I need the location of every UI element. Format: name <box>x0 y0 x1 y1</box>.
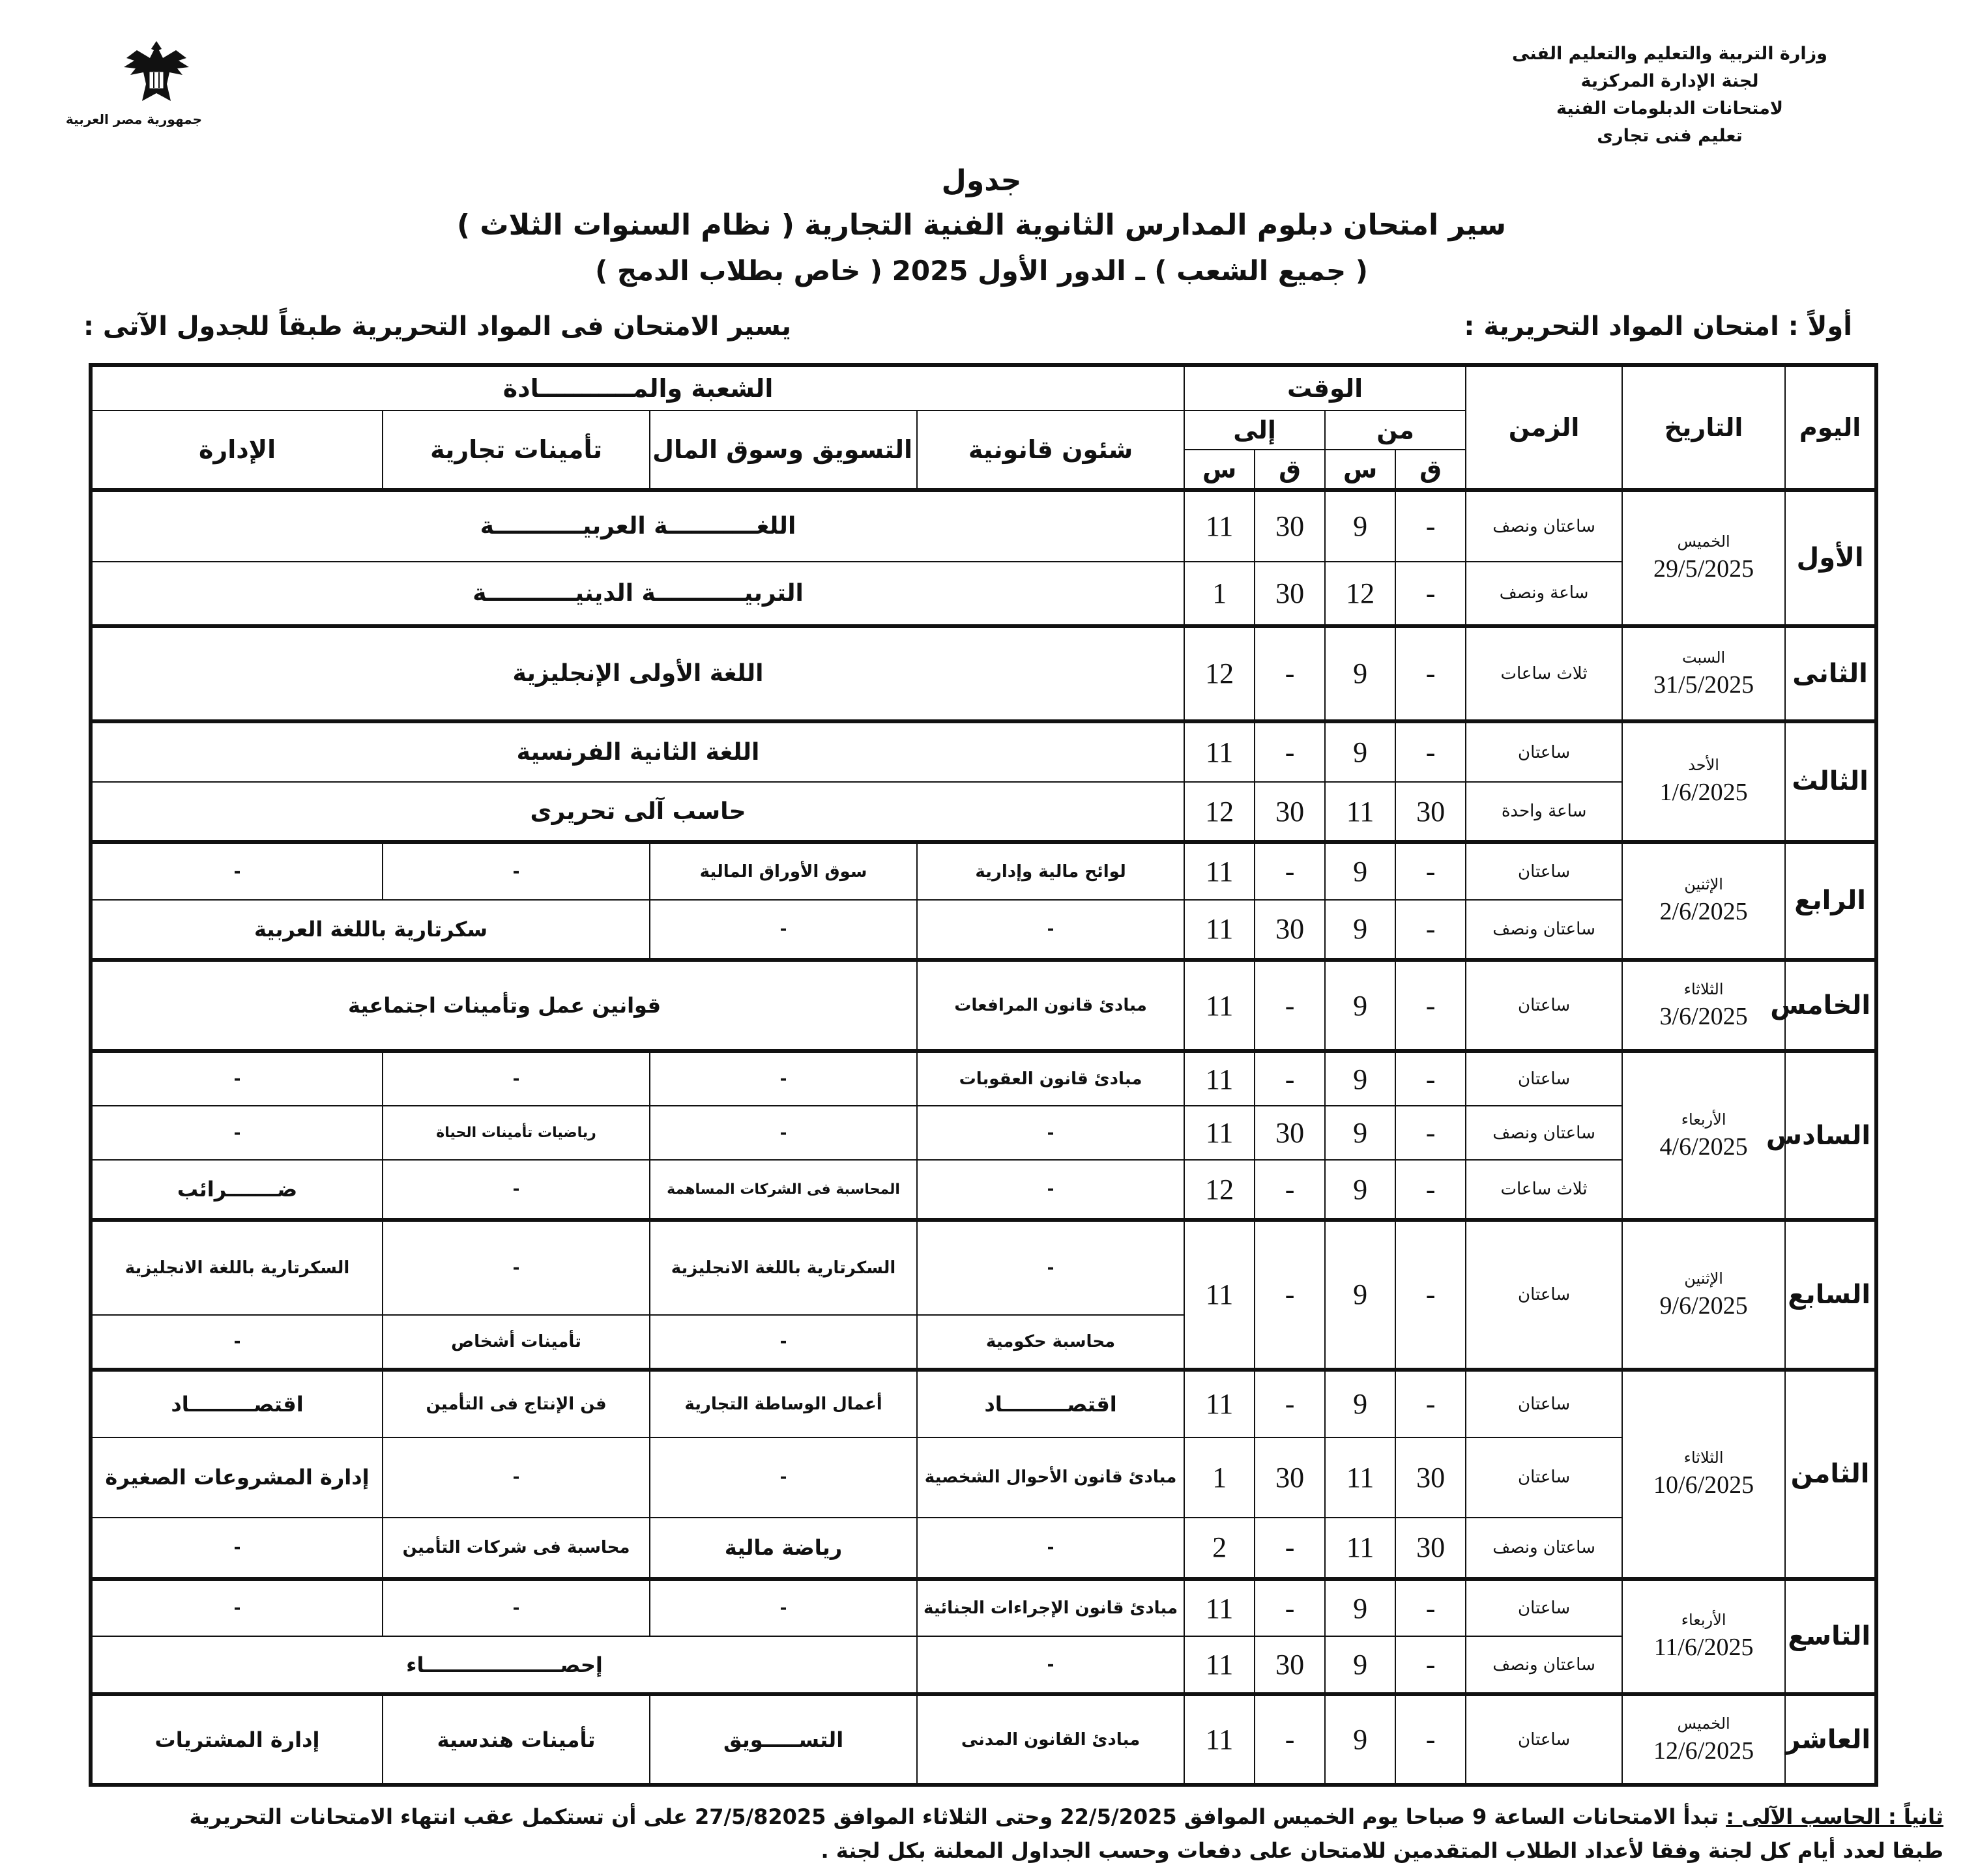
subject-marketing: المحاسبة فى الشركات المساهمة <box>650 1160 917 1220</box>
weekday: الإثنين <box>1684 875 1723 894</box>
subject-legal: مبادئ قانون الأحوال الشخصية <box>917 1437 1184 1518</box>
to-hours: 12 <box>1184 782 1255 842</box>
weekday: الأحد <box>1688 756 1719 775</box>
date: 12/6/2025 <box>1653 1737 1754 1765</box>
from-minutes: - <box>1395 960 1466 1052</box>
subject-legal: محاسبة حكومية <box>917 1315 1184 1369</box>
date: 9/6/2025 <box>1659 1292 1748 1320</box>
subject-marketing: - <box>650 1051 917 1105</box>
eagle-emblem-icon <box>117 36 196 108</box>
day-date-cell <box>1622 1370 1785 1579</box>
subject-marketing: التســـــويق <box>650 1694 917 1785</box>
from-hours: 9 <box>1325 1220 1395 1369</box>
to-minutes: - <box>1255 1579 1325 1637</box>
table-row <box>91 1160 1876 1220</box>
subject-marketing: سوق الأوراق المالية <box>650 842 917 900</box>
header-marketing: التسويق وسوق المال <box>650 411 917 490</box>
subject-legal: اقتصـــــــــاد <box>917 1370 1184 1437</box>
from-minutes: - <box>1395 842 1466 900</box>
to-hours: 11 <box>1184 960 1255 1052</box>
to-minutes: 30 <box>1255 1106 1325 1160</box>
subject-marketing: - <box>650 1437 917 1518</box>
subject-admin: إدارة المشروعات الصغيرة <box>91 1437 383 1518</box>
to-hours: 11 <box>1184 1051 1255 1105</box>
to-minutes: - <box>1255 1370 1325 1437</box>
day-date-cell <box>1622 1220 1785 1369</box>
table-row <box>91 1220 1876 1315</box>
subject-admin: اقتصـــــــــاد <box>91 1370 383 1437</box>
subject-admin: - <box>91 842 383 900</box>
to-hours: 11 <box>1184 1220 1255 1369</box>
duration: ساعتان ونصف <box>1466 1636 1622 1694</box>
from-hours: 12 <box>1325 562 1395 626</box>
to-minutes: 30 <box>1255 900 1325 960</box>
subject-legal: مبادئ قانون العقوبات <box>917 1051 1184 1105</box>
subject-all: حاسب آلى تحريرى <box>91 782 1184 842</box>
subject-all: اللغـــــــــــة العربيـــــــــــة <box>91 490 1184 562</box>
date: 2/6/2025 <box>1659 898 1748 926</box>
to-hours: 11 <box>1184 1636 1255 1694</box>
to-hours: 1 <box>1184 562 1255 626</box>
title-line-3: ( جميع الشعب ) ـ الدور الأول 2025 ( خاص بطلاب الدمج ) <box>595 255 1368 287</box>
subject-insurance: - <box>383 1220 650 1315</box>
subject-legal: مبادئ القانون المدنى <box>917 1694 1184 1785</box>
to-minutes: 30 <box>1255 782 1325 842</box>
from-hours: 9 <box>1325 900 1395 960</box>
subject-insurance: - <box>383 1051 650 1105</box>
from-minutes: - <box>1395 562 1466 626</box>
duration: ساعتان <box>1466 721 1622 783</box>
to-minutes: 30 <box>1255 1437 1325 1518</box>
subject-admin: - <box>91 1315 383 1369</box>
to-hours: 11 <box>1184 842 1255 900</box>
header-from-minutes: ق <box>1395 450 1466 490</box>
date: 4/6/2025 <box>1659 1133 1748 1161</box>
subject-insurance: فن الإنتاج فى التأمين <box>383 1370 650 1437</box>
weekday: الخميس <box>1677 1714 1730 1733</box>
duration: ساعتان <box>1466 842 1622 900</box>
weekday: الثلاثاء <box>1683 1449 1724 1467</box>
subject-others: قوانين عمل وتأمينات اجتماعية <box>91 960 917 1052</box>
day-date-cell <box>1622 960 1785 1052</box>
duration: ساعتان ونصف <box>1466 1518 1622 1579</box>
weekday: السبت <box>1681 648 1726 667</box>
duration: ساعة واحدة <box>1466 782 1622 842</box>
header-duration: الزمن <box>1466 365 1622 490</box>
table-row <box>91 900 1876 960</box>
to-hours: 2 <box>1184 1518 1255 1579</box>
table-row <box>91 1106 1876 1160</box>
day-name: التاسع <box>1785 1579 1876 1694</box>
day-date-cell <box>1622 626 1785 721</box>
day-date-cell <box>1622 842 1785 959</box>
date: 3/6/2025 <box>1659 1003 1748 1031</box>
to-minutes: - <box>1255 842 1325 900</box>
subject-all: التربيـــــــــــة الدينيـــــــــــة <box>91 562 1184 626</box>
footer-label: ثانياً : الحاسب الآلى : <box>1726 1804 1943 1829</box>
table-row <box>91 1518 1876 1579</box>
to-hours: 11 <box>1184 900 1255 960</box>
from-hours: 11 <box>1325 1437 1395 1518</box>
header-time: الوقت <box>1184 365 1466 411</box>
from-hours: 9 <box>1325 842 1395 900</box>
subject-marketing: - <box>650 1315 917 1369</box>
day-name: الرابع <box>1785 842 1876 959</box>
date: 1/6/2025 <box>1659 779 1748 807</box>
subject-marketing: رياضة مالية <box>650 1518 917 1579</box>
from-hours: 9 <box>1325 490 1395 562</box>
from-minutes: 30 <box>1395 782 1466 842</box>
to-minutes: - <box>1255 721 1325 783</box>
table-row <box>91 1579 1876 1637</box>
from-minutes: 30 <box>1395 1437 1466 1518</box>
from-minutes: - <box>1395 626 1466 721</box>
to-minutes: - <box>1255 960 1325 1052</box>
to-minutes: - <box>1255 1160 1325 1220</box>
to-minutes: - <box>1255 1220 1325 1369</box>
from-hours: 9 <box>1325 1370 1395 1437</box>
day-date-cell <box>1622 1579 1785 1694</box>
subject-admin: - <box>91 1518 383 1579</box>
header-division-subject: الشعبة والمـــــــــــادة <box>91 365 1184 411</box>
day-name: الثانى <box>1785 626 1876 721</box>
header-to: إلى <box>1184 411 1325 450</box>
subject-admin: إدارة المشتريات <box>91 1694 383 1785</box>
table-row <box>91 842 1876 900</box>
to-hours: 11 <box>1184 1370 1255 1437</box>
header-insurance: تأمينات تجارية <box>383 411 650 490</box>
subject-insurance: - <box>383 842 650 900</box>
from-hours: 9 <box>1325 1160 1395 1220</box>
header-from-hours: س <box>1325 450 1395 490</box>
from-hours: 9 <box>1325 626 1395 721</box>
day-name: الخامس <box>1785 960 1876 1052</box>
header-to-hours: س <box>1184 450 1255 490</box>
duration: ساعتان <box>1466 1437 1622 1518</box>
ministry-line: وزارة التربية والتعليم والتعليم الفنى <box>1512 44 1827 64</box>
table-row <box>91 782 1876 842</box>
footer-text-2: طبقا لعدد أيام كل لجنة وفقا لأعداد الطلاب المتقدمين للامتحان على دفعات وحسب الجداول المعلنة بكل لجنة . <box>821 1838 1943 1863</box>
duration: ساعتان ونصف <box>1466 1106 1622 1160</box>
duration: ساعتان <box>1466 1579 1622 1637</box>
to-hours: 11 <box>1184 490 1255 562</box>
header-to-minutes: ق <box>1255 450 1325 490</box>
subject-insurance: رياضيات تأمينات الحياة <box>383 1106 650 1160</box>
title-line-1: جدول <box>941 164 1022 197</box>
ministry-line: لجنة الإدارة المركزية <box>1580 71 1759 91</box>
from-hours: 9 <box>1325 1636 1395 1694</box>
to-hours: 11 <box>1184 721 1255 783</box>
duration: ساعتان <box>1466 1694 1622 1785</box>
header-day: اليوم <box>1785 365 1876 490</box>
subject-marketing: السكرتارية باللغة الانجليزية <box>650 1220 917 1315</box>
header-admin: الإدارة <box>91 411 383 490</box>
section1-note: يسير الامتحان فى المواد التحريرية طبقاً للجدول الآتى : <box>83 311 792 341</box>
emblem <box>65 36 202 127</box>
to-hours: 11 <box>1184 1579 1255 1637</box>
duration: ثلاث ساعات <box>1466 626 1622 721</box>
from-minutes: - <box>1395 1636 1466 1694</box>
duration: ساعة ونصف <box>1466 562 1622 626</box>
header-from: من <box>1325 411 1466 450</box>
exam-schedule-table <box>89 363 1878 1787</box>
document-title <box>0 160 1963 294</box>
to-hours: 1 <box>1184 1437 1255 1518</box>
from-minutes: - <box>1395 1051 1466 1105</box>
subject-insurance: تأمينات أشخاص <box>383 1315 650 1369</box>
subject-legal: - <box>917 900 1184 960</box>
from-minutes: - <box>1395 1106 1466 1160</box>
from-hours: 11 <box>1325 1518 1395 1579</box>
duration: ساعتان <box>1466 960 1622 1052</box>
subject-admin: السكرتارية باللغة الانجليزية <box>91 1220 383 1315</box>
from-minutes: - <box>1395 490 1466 562</box>
ministry-header <box>1474 40 1865 150</box>
subject-admin: - <box>91 1579 383 1637</box>
duration: ساعتان <box>1466 1370 1622 1437</box>
subject-insurance: محاسبة فى شركات التأمين <box>383 1518 650 1579</box>
from-hours: 9 <box>1325 960 1395 1052</box>
weekday: الخميس <box>1677 532 1730 551</box>
subject-insurance: - <box>383 1160 650 1220</box>
from-minutes: - <box>1395 1579 1466 1637</box>
day-name: السابع <box>1785 1220 1876 1369</box>
weekday: الأربعاء <box>1681 1611 1726 1630</box>
footer-line-1 <box>0 1800 1943 1834</box>
day-date-cell <box>1622 1694 1785 1785</box>
duration: ساعتان <box>1466 1220 1622 1369</box>
weekday: الإثنين <box>1684 1269 1723 1288</box>
to-hours: 11 <box>1184 1106 1255 1160</box>
subject-marketing: أعمال الوساطة التجارية <box>650 1370 917 1437</box>
subject-admin: ضـــــــرائب <box>91 1160 383 1220</box>
day-name: الثامن <box>1785 1370 1876 1579</box>
subject-legal: - <box>917 1636 1184 1694</box>
from-minutes: - <box>1395 1694 1466 1785</box>
day-date-cell <box>1622 490 1785 626</box>
day-name: الأول <box>1785 490 1876 626</box>
subject-legal: - <box>917 1106 1184 1160</box>
subject-legal: - <box>917 1220 1184 1315</box>
subject-legal: - <box>917 1160 1184 1220</box>
subject-legal: مبادئ قانون الإجراءات الجنائية <box>917 1579 1184 1637</box>
subject-insurance: - <box>383 1437 650 1518</box>
ministry-line: تعليم فنى تجارى <box>1597 126 1743 146</box>
header-legal: شئون قانونية <box>917 411 1184 490</box>
footer-text-1: تبدأ الامتحانات الساعة 9 صباحا يوم الخميس الموافق 22/5/2025 وحتى الثلاثاء الموافق 27/5/82025 على أن تستكمل عقب انتهاء الامتحانات التحريرية <box>189 1804 1719 1829</box>
subject-all: اللغة الأولى الإنجليزية <box>91 626 1184 721</box>
emblem-label: جمهورية مصر العربية <box>65 111 202 127</box>
day-date-cell <box>1622 1051 1785 1220</box>
from-minutes: - <box>1395 900 1466 960</box>
table-row <box>91 721 1876 783</box>
to-minutes: 30 <box>1255 562 1325 626</box>
subject-insurance-admin: سكرتارية باللغة العربية <box>91 900 650 960</box>
subject-legal: لوائح مالية وإدارية <box>917 842 1184 900</box>
table-row <box>91 490 1876 562</box>
from-hours: 9 <box>1325 1051 1395 1105</box>
section1-label: أولاً : امتحان المواد التحريرية : <box>1464 311 1852 341</box>
weekday: الثلاثاء <box>1683 980 1724 999</box>
day-date-cell <box>1622 721 1785 843</box>
to-minutes: 30 <box>1255 490 1325 562</box>
from-hours: 11 <box>1325 782 1395 842</box>
subject-others: إحصـــــــــــــــــــاء <box>91 1636 917 1694</box>
subject-legal: مبادئ قانون المرافعات <box>917 960 1184 1052</box>
duration: ساعتان ونصف <box>1466 490 1622 562</box>
subject-all: اللغة الثانية الفرنسية <box>91 721 1184 783</box>
date: 10/6/2025 <box>1653 1471 1754 1499</box>
table-row <box>91 626 1876 721</box>
weekday: الأربعاء <box>1681 1110 1726 1129</box>
subject-marketing: - <box>650 900 917 960</box>
date: 31/5/2025 <box>1653 671 1754 699</box>
subject-marketing: - <box>650 1579 917 1637</box>
table-row <box>91 562 1876 626</box>
date: 11/6/2025 <box>1653 1634 1754 1662</box>
table-row <box>91 1694 1876 1785</box>
from-hours: 9 <box>1325 721 1395 783</box>
from-minutes: - <box>1395 1160 1466 1220</box>
subject-marketing: - <box>650 1106 917 1160</box>
title-line-2: سير امتحان دبلوم المدارس الثانوية الفنية التجارية ( نظام السنوات الثلاث ) <box>456 209 1507 242</box>
from-hours: 9 <box>1325 1694 1395 1785</box>
to-minutes: - <box>1255 1518 1325 1579</box>
from-minutes: - <box>1395 1220 1466 1369</box>
table-row <box>91 1051 1876 1105</box>
from-hours: 9 <box>1325 1106 1395 1160</box>
from-minutes: - <box>1395 721 1466 783</box>
subject-insurance: تأمينات هندسية <box>383 1694 650 1785</box>
duration: ساعتان <box>1466 1051 1622 1105</box>
day-name: السادس <box>1785 1051 1876 1220</box>
from-hours: 9 <box>1325 1579 1395 1637</box>
subject-legal: - <box>917 1518 1184 1579</box>
footer-notes <box>0 1800 1943 1868</box>
header-date: التاريخ <box>1622 365 1785 490</box>
to-hours: 11 <box>1184 1694 1255 1785</box>
subject-admin: - <box>91 1106 383 1160</box>
subject-insurance: - <box>383 1579 650 1637</box>
ministry-line: لامتحانات الدبلومات الفنية <box>1556 98 1783 119</box>
to-hours: 12 <box>1184 626 1255 721</box>
to-hours: 12 <box>1184 1160 1255 1220</box>
table-row <box>91 1370 1876 1437</box>
duration: ساعتان ونصف <box>1466 900 1622 960</box>
day-name: الثالث <box>1785 721 1876 843</box>
to-minutes: - <box>1255 626 1325 721</box>
to-minutes: - <box>1255 1694 1325 1785</box>
to-minutes: - <box>1255 1051 1325 1105</box>
subject-admin: - <box>91 1051 383 1105</box>
table-row <box>91 960 1876 1052</box>
date: 29/5/2025 <box>1653 555 1754 583</box>
duration: ثلاث ساعات <box>1466 1160 1622 1220</box>
to-minutes: 30 <box>1255 1636 1325 1694</box>
from-minutes: - <box>1395 1370 1466 1437</box>
table-row <box>91 1636 1876 1694</box>
day-name: العاشر <box>1785 1694 1876 1785</box>
table-row <box>91 1437 1876 1518</box>
from-minutes: 30 <box>1395 1518 1466 1579</box>
